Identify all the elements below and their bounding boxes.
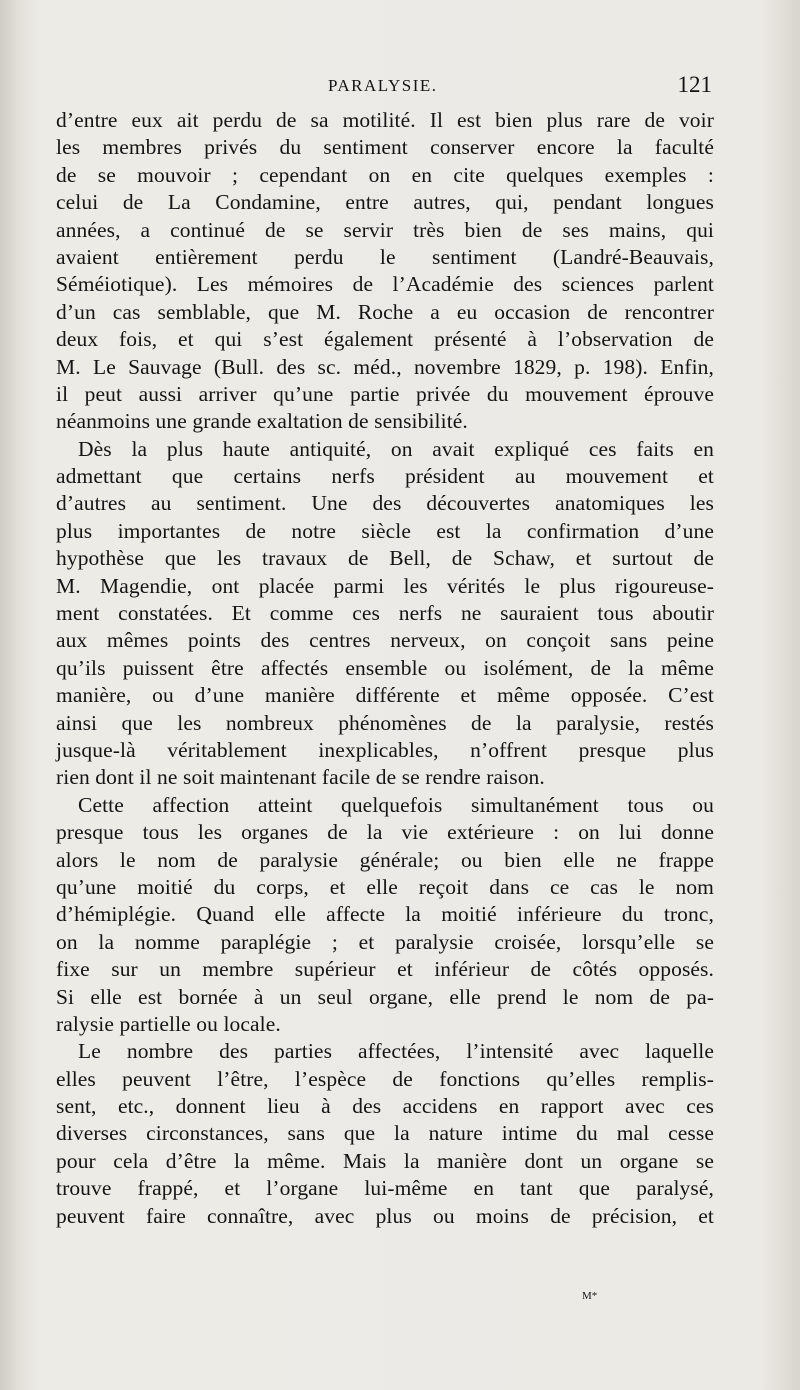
text-line: M. Le Sauvage (Bull. des sc. méd., novembre 1829, p. 198). Enfin, [56, 354, 714, 379]
text-line: néanmoins une grande exaltation de sensibilité. [56, 409, 468, 434]
text-line: Le nombre des parties affectées, l’intensité avec laquelle [78, 1039, 714, 1064]
text-line: Dès la plus haute antiquité, on avait expliqué ces faits en [78, 436, 714, 461]
text-line: celui de La Condamine, entre autres, qui, pendant longues [56, 190, 714, 215]
text-line: Séméiotique). Les mémoires de l’Académie des sciences parlent [56, 272, 714, 297]
text-line: peuvent faire connaître, avec plus ou moins de précision, et [56, 1203, 714, 1228]
text-line: d’autres au sentiment. Une des découvertes anatomiques les [56, 491, 714, 516]
text-line: admettant que certains nerfs président au mouvement et [56, 464, 714, 489]
text-line: avaient entièrement perdu le sentiment (Landré-Beauvais, [56, 244, 714, 269]
text-line: ment constatées. Et comme ces nerfs ne sauraient tous aboutir [56, 601, 714, 626]
text-line: fixe sur un membre supérieur et inférieur de côtés opposés. [56, 957, 714, 982]
text-line: d’un cas semblable, que M. Roche a eu occasion de rencontrer [56, 299, 714, 324]
text-line: qu’ils puissent être affectés ensemble ou isolément, de la même [56, 655, 714, 680]
text-line: deux fois, et qui s’est également présenté à l’observation de [56, 327, 714, 352]
text-line: jusque-là véritablement inexplicables, n’offrent presque plus [56, 737, 714, 762]
text-line: de se mouvoir ; cependant on en cite quelques exemples : [56, 162, 714, 187]
text-line: les membres privés du sentiment conserver encore la faculté [56, 135, 714, 160]
page-number: 121 [677, 72, 712, 97]
text-line: ainsi que les nombreux phénomènes de la paralysie, restés [56, 710, 714, 735]
page-header [56, 72, 712, 106]
text-line: diverses circonstances, sans que la nature intime du mal cesse [56, 1121, 714, 1146]
text-line: alors le nom de paralysie générale; ou bien elle ne frappe [56, 847, 714, 872]
text-line: d’entre eux ait perdu de sa motilité. Il est bien plus rare de voir [56, 108, 714, 132]
text-line: Si elle est bornée à un seul organe, elle prend le nom de pa- [56, 984, 714, 1009]
text-line: M. Magendie, ont placée parmi les vérités le plus rigoureuse- [56, 573, 714, 598]
text-line: sent, etc., donnent lieu à des accidens en rapport avec ces [56, 1094, 714, 1119]
text-line: aux mêmes points des centres nerveux, on conçoit sans peine [56, 628, 714, 653]
signature-mark: M* [582, 1290, 598, 1302]
text-line: qu’une moitié du corps, et elle reçoit dans ce cas le nom [56, 874, 714, 899]
body-text [56, 107, 714, 1230]
text-line: années, a continué de se servir très bien de ses mains, qui [56, 217, 714, 242]
text-line: ralysie partielle ou locale. [56, 1011, 281, 1036]
text-line: trouve frappé, et l’organe lui-même en tant que paralysé, [56, 1176, 714, 1201]
text-line: Cette affection atteint quelquefois simultanément tous ou [78, 792, 714, 817]
text-line: presque tous les organes de la vie extérieure : on lui donne [56, 820, 714, 845]
text-line: on la nomme paraplégie ; et paralysie croisée, lorsqu’elle se [56, 929, 714, 954]
text-line: hypothèse que les travaux de Bell, de Schaw, et surtout de [56, 546, 714, 571]
text-line: pour cela d’être la même. Mais la manière dont un organe se [56, 1148, 714, 1173]
text-line: rien dont il ne soit maintenant facile de se rendre raison. [56, 765, 545, 790]
running-head: PARALYSIE. [328, 76, 438, 95]
text-line: plus importantes de notre siècle est la confirmation d’une [56, 518, 714, 543]
text-line: elles peuvent l’être, l’espèce de fonctions qu’elles remplis- [56, 1066, 714, 1091]
text-line: d’hémiplégie. Quand elle affecte la moitié inférieure du tronc, [56, 902, 714, 927]
text-line: il peut aussi arriver qu’une partie privée du mouvement éprouve [56, 381, 714, 406]
text-line: manière, ou d’une manière différente et même opposée. C’est [56, 683, 714, 708]
